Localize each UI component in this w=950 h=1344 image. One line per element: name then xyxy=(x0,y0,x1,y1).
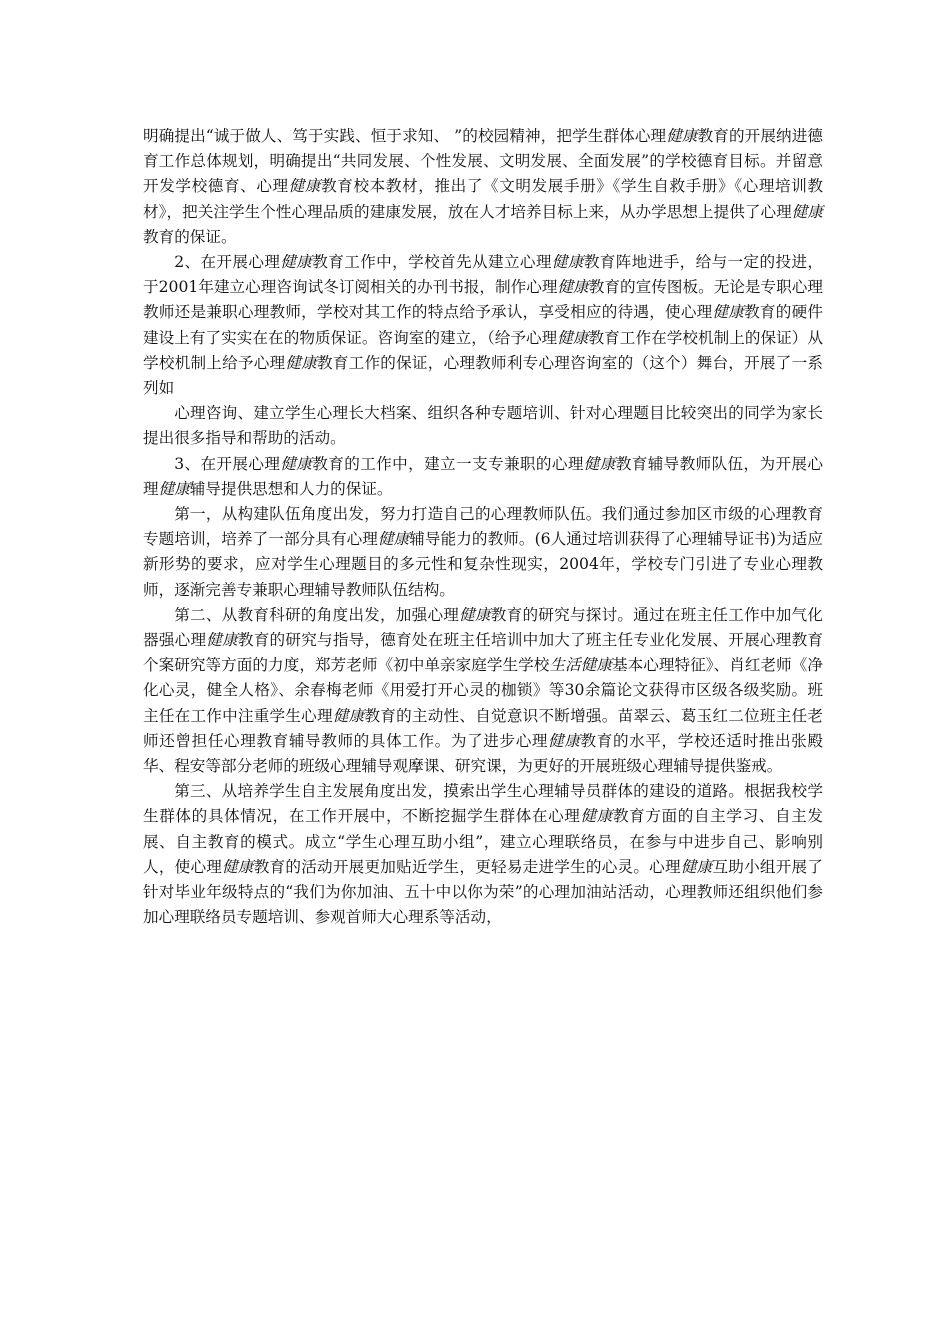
text-segment: 教育的水平，学校还适时推出张殿华、程安等部分老师的班级心理辅导观摩课、研究课，为更好的开展班级心理辅导提供鉴戒。 xyxy=(143,731,823,776)
text-segment: 教育工作在学校机制上的保证）从学校机制上给予心理 xyxy=(143,328,823,372)
paragraph xyxy=(143,502,823,603)
emphasized-text: 健康 xyxy=(280,454,313,473)
paragraph xyxy=(143,401,823,451)
text-segment: 教育的主动性、自觉意识不断增强。苗翠云、葛玉红二位班主任老师还曾担任心理教育辅导教师的具体工作。为了进步心理 xyxy=(143,706,823,750)
emphasized-text: 健康 xyxy=(791,202,824,221)
text-segment: 基本心理特征》、肖红老师《净化心灵，健全人格》、余春梅老师《用爱打开心灵的枷锁》等30余篇论文获得市区级各级奖励。班主任在工作中注重学生心理 xyxy=(143,656,823,725)
emphasized-text: 健康 xyxy=(557,328,589,347)
text-segment: 辅导能力的教师。(6人通过培训获得了心理辅导证书)为适应新形势的要求，应对学生心理题目的多元性和复杂性现实，2004年，学校专门引进了专业心理教师，逐渐完善专兼职心理辅导教师队伍结构。 xyxy=(143,530,823,599)
text-segment: 教育的宣传图板。无论是专职心理教师还是兼职心理教师，学校对其工作的特点给予承认，享受相应的待遇，使心理 xyxy=(143,278,823,322)
text-segment: 教育工作中，学校首先从建立心理 xyxy=(312,253,552,272)
paragraph xyxy=(143,603,823,779)
text-segment: 教育辅导教师队伍，为开展心理 xyxy=(143,454,824,498)
emphasized-text: 健康 xyxy=(548,731,581,750)
emphasized-text: 健康 xyxy=(680,857,713,876)
text-segment: 教育的开展纳进德育工作总体规划，明确提出“共同发展、个性发展、文明发展、全面发展”的学校德育目标。并留意开发学校德育、心理 xyxy=(143,127,824,196)
emphasized-text: 健康 xyxy=(332,706,365,725)
text-segment: 教育的保证。 xyxy=(143,227,237,246)
text-segment: 教育阵地进手，给与一定的投进，于2001年建立心理咨询试冬订阅相关的办刊书报，制作心理 xyxy=(143,253,824,297)
text-segment: 教育的工作中，建立一支专兼职的心理 xyxy=(312,454,584,473)
text-segment: 第三、从培养学生自主发展角度出发，摸索出学生心理辅导员群体的建设的道路。根据我校学生群体的具体情况，在工作开展中，不断挖掘学生群体在心理 xyxy=(143,782,823,826)
text-segment: 教育校本教材，推出了《文明发展手册》《学生自救手册》《心理培训教材》，把关注学生个性心理品质的建康发展，放在人才培养目标上来，从办学思想上提供了心理 xyxy=(143,177,823,221)
emphasized-text: 健康 xyxy=(288,177,322,196)
text-segment: 第一，从构建队伍角度出发，努力打造自己的心理教师队伍。我们通过参加区市级的心理教育专题培训，培养了一部分具有心理 xyxy=(143,505,823,549)
text-segment: 教育的活动开展更加贴近学生，更轻易走进学生的心灵。心理 xyxy=(253,857,681,876)
text-segment: 互助小组开展了针对毕业年级特点的“我们为你加油、五十中以你为荣”的心理加油站活动，心理教师还组织他们参加心理联络员专题培训、参观首师大心理系等活动， xyxy=(143,857,823,927)
text-segment: 教育工作的保证，心理教师利专心理咨询室的（这个）舞台，开展了一系列如 xyxy=(143,353,823,398)
emphasized-text: 生活健康 xyxy=(549,656,612,675)
paragraph xyxy=(143,452,823,502)
paragraph xyxy=(143,124,823,250)
emphasized-text: 健康 xyxy=(222,857,254,876)
emphasized-text: 健康 xyxy=(557,278,589,297)
emphasized-text: 健康 xyxy=(666,127,698,145)
text-segment: 教育的硬件建设上有了实实在在的物质保证。咨询室的建立，（给予心理 xyxy=(143,303,823,347)
emphasized-text: 健康 xyxy=(377,530,410,549)
emphasized-text: 健康 xyxy=(712,303,745,322)
paragraph xyxy=(143,250,823,401)
emphasized-text: 健康 xyxy=(459,605,491,624)
text-segment: 第二、从教育科研的角度出发，加强心理 xyxy=(174,605,460,624)
text-segment: 心理咨询、建立学生心理长大档案、组织各种专题培训、针对心理题目比较突出的同学为家长提出很多指导和帮助的活动。 xyxy=(143,404,823,448)
emphasized-text: 健康 xyxy=(583,454,616,473)
text-segment: 教育方面的自主学习、自主发展、自主教育的模式。成立“学生心理互助小组”，建立心理联络员，在参与中进步自己、影响别人，使心理 xyxy=(143,807,823,876)
text-segment: 辅导提供思想和人力的保证。 xyxy=(189,479,393,498)
emphasized-text: 健康 xyxy=(280,253,313,272)
text-segment: 明确提出“诚于做人、笃于实践、恒于求知、 ”的校园精神，把学生群体心理 xyxy=(143,127,667,145)
emphasized-text: 健康 xyxy=(158,479,190,498)
paragraph xyxy=(143,779,823,930)
document-body xyxy=(143,124,823,931)
text-segment: 3、在开展心理 xyxy=(174,454,281,473)
text-segment: 2、在开展心理 xyxy=(174,253,281,272)
emphasized-text: 健康 xyxy=(206,631,238,650)
text-segment: 教育的研究与指导，德育处在班主任培训中加大了班主任专业化发展、开展心理教育个案研究等方面的力度，郑芳老师《初中单亲家庭学生学校 xyxy=(143,631,823,675)
emphasized-text: 健康 xyxy=(285,353,318,372)
emphasized-text: 健康 xyxy=(551,253,584,272)
emphasized-text: 健康 xyxy=(580,807,613,826)
text-segment: 教育的研究与探讨。通过在班主任工作中加气化器强心理 xyxy=(143,605,823,650)
